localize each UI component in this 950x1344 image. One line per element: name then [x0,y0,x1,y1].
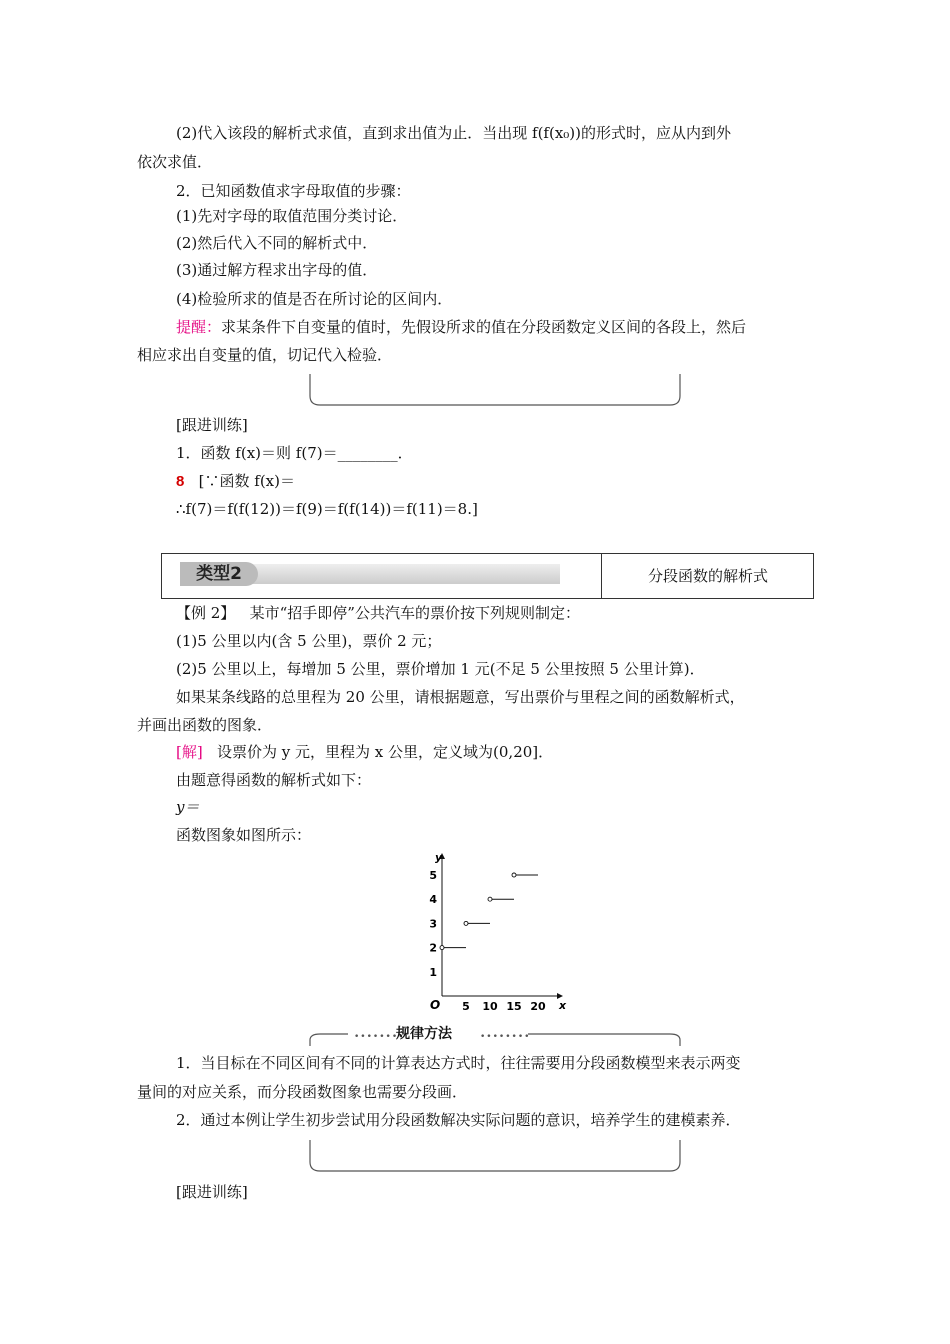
open-endpoint [512,873,516,877]
text-line: 2．通过本例让学生初步尝试用分段函数解决实际问题的意识，培养学生的建模素养． [176,1111,741,1129]
y-tick-label: 1 [429,965,437,979]
bracket-divider [308,1138,682,1174]
method-title: 规律方法 [396,1026,452,1042]
open-endpoint [440,946,444,950]
x-axis-label: x [559,999,567,1012]
text-line: 函数图象如图所示： [176,826,312,844]
answer-value: 8 [176,473,185,490]
example-text: 某市“招手即停”公共汽车的票价按下列规则制定： [249,604,580,622]
practice-heading: [跟进训练] [176,1183,248,1201]
step-function-chart [420,848,570,1016]
solution-line [176,471,295,492]
svg-text:••••••••: •••••••• [354,1032,405,1042]
type-header [161,553,814,599]
text-line: 并画出函数的图象． [137,716,273,734]
text-line: (3)通过解方程求出字母的值． [176,261,378,279]
text-line: y＝ [176,798,200,816]
example-line [176,603,580,623]
x-tick-label: 15 [506,1000,522,1013]
y-tick-label: 4 [429,893,437,907]
example-label: 【例 2】 [176,604,236,622]
solution-line: ∴f(7)＝f(f(12))＝f(9)＝f(f(14))＝f(11)＝8.] [176,500,478,518]
type-tag: 类型2 [180,562,258,586]
method-banner [308,1028,682,1048]
y-tick-label: 3 [429,917,437,931]
solution-line [176,742,553,762]
text-line: 如果某条线路的总里程为 20 公里，请根据题意，写出票价与里程之间的函数解析式， [176,688,745,706]
solution-text: 设票价为 y 元，里程为 x 公里，定义域为(0,20]． [217,743,554,761]
tip-label: 提醒： [176,318,222,336]
svg-text:••••••••: •••••••• [480,1032,531,1042]
text-line: 由题意得函数的解析式如下： [176,771,372,789]
text-line: (1)5 公里以内(含 5 公里)，票价 2 元； [176,632,442,650]
origin-label: O [430,998,441,1012]
type-badge [180,564,560,584]
text-line: 1．当目标在不同区间有不同的计算表达方式时，往往需要用分段函数模型来表示两变 [176,1054,741,1072]
x-tick-label: 20 [530,1000,546,1013]
solution-label: [解] [176,743,203,761]
open-endpoint [464,921,468,925]
bracket-divider [308,372,682,408]
y-axis-label: y [435,851,443,864]
tip-line [176,317,746,337]
solution-text: [∵函数 f(x)＝ [198,472,295,490]
text-line: (2)5 公里以上，每增加 5 公里，票价增加 1 元(不足 5 公里按照 5 公里计算)． [176,660,705,678]
y-tick-label: 5 [429,869,437,882]
text-line: 依次求值． [137,153,213,171]
x-tick-label: 5 [462,1000,470,1013]
x-tick-label: 10 [482,1000,498,1013]
text-line: 相应求出自变量的值，切记代入检验． [137,346,393,364]
text-line: (2)代入该段的解析式求值，直到求出值为止．当出现 f(f(x₀))的形式时，应从内到外 [176,124,732,142]
text-line: (2)然后代入不同的解析式中． [176,234,378,252]
text-line: (1)先对字母的取值范围分类讨论． [176,207,408,225]
text-line: 量间的对应关系，而分段函数图象也需要分段画． [137,1083,468,1101]
type-title: 分段函数的解析式 [647,567,768,585]
open-endpoint [488,897,492,901]
tip-text: 求某条件下自变量的值时，先假设所求的值在分段函数定义区间的各段上，然后 [221,318,747,336]
text-line: 2．已知函数值求字母取值的步骤： [176,182,411,200]
text-line: (4)检验所求的值是否在所讨论的区间内． [176,290,453,308]
question-line: 1．函数 f(x)＝则 f(7)＝________． [176,444,413,462]
y-tick-label: 2 [429,941,437,955]
practice-heading: [跟进训练] [176,416,248,434]
